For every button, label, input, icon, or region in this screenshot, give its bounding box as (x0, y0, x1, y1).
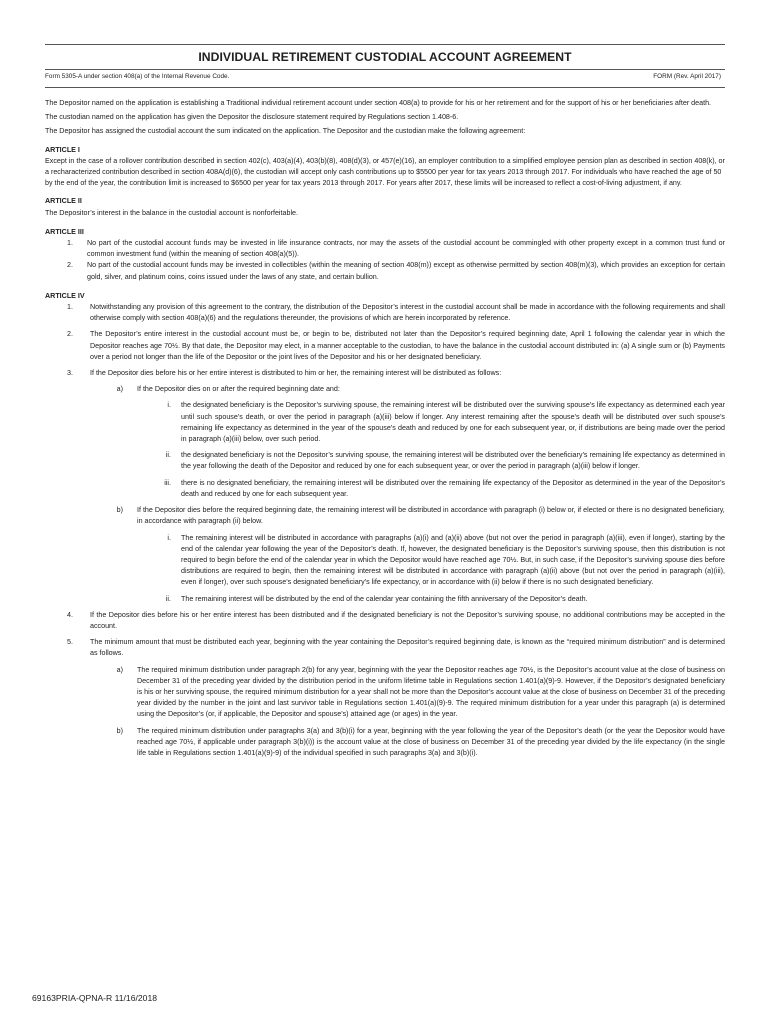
list-item (45, 368, 725, 379)
roman-numeral: iii. (164, 478, 171, 487)
page-title: INDIVIDUAL RETIREMENT CUSTODIAL ACCOUNT AGREEMENT (198, 50, 572, 64)
item-number: 4. (67, 610, 73, 619)
sub-item (45, 384, 725, 395)
sub-item (45, 665, 725, 721)
roman-item (45, 478, 725, 500)
sub-item-letter: b) (116, 506, 123, 515)
roman-item-text: The remaining interest will be distributed in accordance with paragraphs (a)(i) and (a)(ii) above (but not over the period in paragraph (a)(iii), even if longer), starting by the end of the calendar year following the year of the Depositor’s death. If, however, the designated beneficiary is the Depositor’s surviving spouse, then this distribution is not required to begin before the end of the calendar year in which the Depositor would have reached age 70½. But, in such case, if the Depositor’s surviving spouse dies before distributions are required to begin, then the remaining interest will be distributed in accordance with paragraph (a)(ii) above (but not over the period in paragraph (a)(iii), even if longer), over such spouse’s designated beneficiary’s life expectancy, or in accordance with (ii) below if there is no such designated beneficiary. (181, 533, 725, 587)
agreement-page (45, 44, 725, 759)
form-revision: FORM (Rev. April 2017) (653, 73, 721, 80)
sub-item-letter: b) (116, 726, 123, 735)
item-number: 5. (67, 638, 73, 647)
sub-item-letter: a) (116, 665, 123, 674)
sub-item-letter: a) (116, 385, 123, 394)
form-reference: Form 5305-A under section 408(a) of the Internal Revenue Code. (45, 73, 230, 80)
list-item (45, 610, 725, 632)
sub-item-text: The required minimum distribution under paragraph 2(b) for any year, beginning with the year the Depositor reaches age 70½, is the Depositor’s account value at the close of business on December 31 of the preceding year divided by the distribution period in the uniform lifetime table in Regulations section 1.401(a)(9)-9. However, if the Depositor’s designated beneficiary is his or her surviving spouse, the required minimum distribution for a year shall not be more than the Depositor’s account value at the close of business on December 31 of the preceding year divided by the number in the joint and last survivor table in Regulations section 1.401(a)(9)-9. The required minimum distribution for a year under this paragraph (a) is determined using the Depositor’s (or, if applicable, the Depositor and spouse’s) attained age (or ages) in the year. (137, 665, 725, 719)
roman-item-text: The remaining interest will be distributed by the end of the calendar year containing the fifth anniversary of the Depositor’s death. (181, 594, 588, 603)
sub-item-text: If the Depositor dies before the required beginning date, the remaining interest will be distributed in accordance with paragraph (i) below or, if elected or there is no designated beneficiary, in accordance with paragraph (ii) below. (137, 506, 725, 526)
list-item (45, 637, 725, 659)
roman-item-text: there is no designated beneficiary, the remaining interest will be distributed over the remaining life expectancy of the Depositor as determined in the year of the Depositor’s death and reduced by one for each subsequent year. (181, 478, 725, 498)
roman-item (45, 533, 725, 589)
item-text: No part of the custodial account funds may be invested in collectibles (within the meaning of section 408(m)) except as otherwise permitted by section 408(m)(3), which provides an exception for certain gold, silver, and platinum coins, coins issued under the laws of any state, and certain bullion. (87, 261, 725, 281)
roman-item (45, 400, 725, 445)
article-2-heading: ARTICLE II (45, 197, 82, 206)
article-2-text: The Depositor’s interest in the balance in the custodial account is nonforfeitable. (45, 208, 298, 217)
item-text: The Depositor’s entire interest in the custodial account must be, or begin to be, distributed not later than the Depositor’s required beginning date, April 1 following the calendar year in which the Depositor reaches age 70½. By that date, the Depositor may elect, in a manner acceptable to the custodian, to have the balance in the custodial account distributed in: (a) A single sum or (b) Payments over a period not longer than the life of the Depositor or the joint lives of the Depositor and his or her designated beneficiary. (90, 330, 725, 361)
roman-numeral: ii. (165, 451, 171, 460)
list-item (45, 302, 725, 324)
sub-item-text: If the Depositor dies on or after the required beginning date and: (137, 385, 340, 394)
agreement-body (45, 98, 725, 759)
roman-item-text: the designated beneficiary is the Depositor’s surviving spouse, the remaining interest will be distributed over the surviving spouse’s life expectancy as determined each year until such spouse’s death, or over the period in paragraph (a)(iii) below if longer. Any interest remaining after the spouse’s death will be distributed over such spouse’s remaining life expectancy as determined in the year of the spouse’s death and reduced by one for each subsequent year, or, if distributions are being made over the period in paragraph (a)(iii) below, over such period. (181, 401, 725, 444)
form-rule (45, 87, 725, 88)
roman-item (45, 450, 725, 472)
item-text: The minimum amount that must be distributed each year, beginning with the year containing the Depositor’s required beginning date, is known as the “required minimum distribution” and is determined as follows. (90, 638, 725, 658)
roman-numeral: i. (167, 533, 171, 542)
intro-paragraph: The Depositor has assigned the custodial account the sum indicated on the application. The Depositor and the custodian make the following agreement: (45, 127, 526, 136)
roman-item-text: the designated beneficiary is not the Depositor’s surviving spouse, the remaining interest will be distributed over the beneficiary’s remaining life expectancy as determined in the year following the death of the Depositor and reduced by one for each subsequent year, or over the period in paragraph (a)(iii) below if longer. (181, 451, 725, 471)
list-item (45, 329, 725, 363)
sub-item (45, 505, 725, 527)
list-item (45, 260, 725, 282)
item-text: No part of the custodial account funds may be invested in life insurance contracts, nor may the assets of the custodial account be commingled with other property except in a common trust fund or common investment fund (within the meaning of section 408(a)(5)). (87, 239, 725, 259)
item-number: 3. (67, 369, 73, 378)
item-number: 2. (67, 330, 73, 339)
item-number: 1. (67, 239, 73, 248)
roman-item (45, 594, 725, 605)
intro-paragraph: The Depositor named on the application is establishing a Traditional individual retirement account under section 408(a) to provide for his or her retirement and for the support of his or her beneficiaries after death. (45, 99, 712, 107)
article-4-heading: ARTICLE IV (45, 291, 85, 300)
article-3-heading: ARTICLE III (45, 227, 84, 236)
roman-numeral: ii. (165, 594, 171, 603)
item-text: If the Depositor dies before his or her entire interest has been distributed and if the designated beneficiary is not the Depositor’s surviving spouse, no additional contributions may be accepted in the account. (90, 610, 725, 630)
article-1-text: Except in the case of a rollover contribution described in section 402(c), 403(a)(4), 403(b)(8), 408(d)(3), or 457(e)(16), an employer contribution to a simplified employee pension plan as described in section 408(k), or a recharacterized contribution described in section 408A(d)(6), the custodian will accept only cash contributions up to $5500 per year for tax years 2013 through 2017. For individuals who have reached the age of 50 by the end of the year, the contribution limit is increased to $6500 per year for tax years 2013 through 2017. For years after 2017, these limits will be increased to reflect a cost-of-living adjustment, if any. (45, 156, 725, 188)
roman-numeral: i. (167, 401, 171, 410)
sub-item-text: The required minimum distribution under paragraphs 3(a) and 3(b)(i) for a year, beginning with the year following the year of the Depositor’s death (or the year the Depositor would have reached age 70½, if applicable under paragraph 3(b)(i)) is the account value at the close of business on December 31 of the preceding year divided by the life expectancy (in the single life table in Regulations section 1.401(a)(9)-9) of the individual specified in such paragraphs 3(a) and 3(b)(i). (137, 726, 725, 757)
article-1-heading: ARTICLE I (45, 145, 80, 154)
intro-paragraph: The custodian named on the application has given the Depositor the disclosure statement required by Regulations section 1.408-6. (45, 113, 459, 122)
sub-item (45, 726, 725, 760)
list-item (45, 238, 725, 260)
item-text: Notwithstanding any provision of this agreement to the contrary, the distribution of the Depositor’s interest in the custodial account shall be made in accordance with the following requirements and shall otherwise comply with section 408(a)(6) and the regulations thereunder, the provisions of which are herein incorporated by reference. (90, 303, 725, 323)
form-code-footer: 69163PRIA-QPNA-R 11/16/2018 (32, 993, 157, 1003)
item-number: 2. (67, 261, 73, 270)
item-number: 1. (67, 303, 73, 312)
item-text: If the Depositor dies before his or her entire interest is distributed to him or her, the remaining interest will be distributed as follows: (90, 369, 502, 378)
form-line (45, 70, 725, 87)
